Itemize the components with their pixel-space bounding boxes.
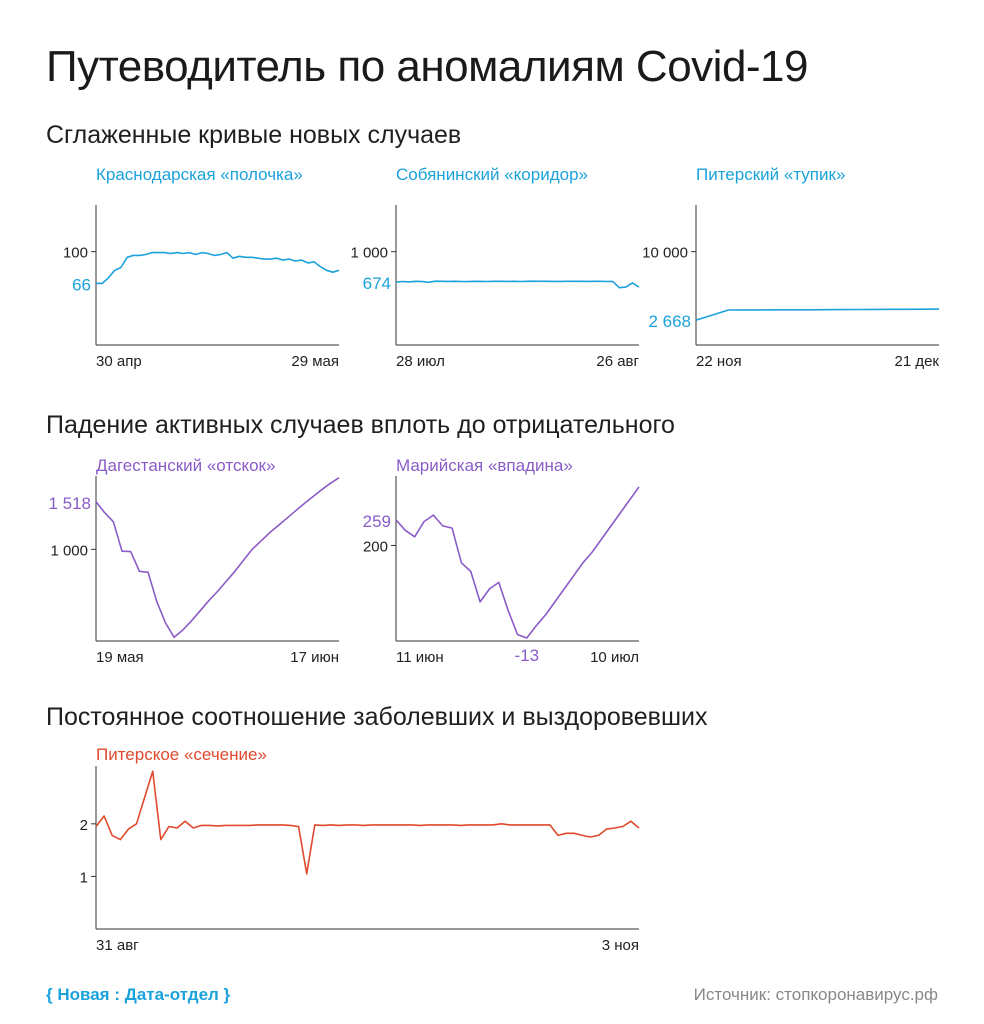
chart-title-piter-sechenie: Питерское «сечение» [96, 745, 267, 764]
x-tick-label-start: 31 авг [96, 937, 139, 954]
series-line-piter-sechenie [96, 771, 639, 874]
y-tick-label: 1 000 [350, 244, 388, 262]
y-tick-label: 100 [62, 244, 88, 262]
chart-mariy [362, 476, 641, 676]
start-value-label: 259 [362, 511, 391, 531]
series-line-piter-tupik [696, 309, 939, 320]
x-tick-label-start: 22 ноя [696, 353, 742, 370]
series-line-mariy [396, 487, 639, 638]
chart-piter-tupik [642, 205, 941, 385]
x-tick-label-start: 30 апр [96, 353, 142, 370]
chart-piter-sechenie [79, 766, 641, 966]
start-value-label: 674 [362, 274, 391, 294]
x-tick-label-start: 11 июн [396, 649, 444, 666]
series-line-dagestan [96, 478, 339, 638]
x-tick-label-end: 17 июн [290, 649, 339, 666]
min-value-label: -13 [514, 645, 540, 665]
x-tick-label-start: 28 июл [396, 353, 445, 370]
x-tick-label-end: 10 июл [590, 649, 639, 666]
section-title-ratio: Постоянное соотношение заболевших и выздоровевших [46, 703, 708, 731]
y-tick-label: 1 [79, 869, 88, 887]
start-value-label: 1 518 [48, 493, 91, 513]
source-label: Источник: стопкоронавирус.рф [693, 985, 938, 1004]
x-tick-label-end: 26 авг [596, 353, 639, 370]
y-tick-label: 1 000 [50, 542, 88, 560]
series-line-krasnodar [96, 253, 339, 284]
x-tick-label-start: 19 мая [96, 649, 144, 666]
page-title: Путеводитель по аномалиям Covid-19 [46, 42, 809, 91]
start-value-label: 66 [72, 275, 91, 295]
x-tick-label-end: 29 мая [291, 353, 339, 370]
y-tick-label: 200 [362, 538, 388, 556]
chart-title-krasnodar: Краснодарская «полочка» [96, 165, 303, 184]
x-tick-label-end: 3 ноя [601, 937, 639, 954]
section-title-new-cases: Сглаженные кривые новых случаев [46, 121, 462, 149]
start-value-label: 2 668 [648, 312, 691, 332]
chart-sobyanin [350, 205, 641, 385]
chart-title-dagestan: Дагестанский «отскок» [96, 456, 276, 475]
x-tick-label-end: 21 дек [894, 353, 939, 370]
chart-title-sobyanin: Собянинский «коридор» [396, 165, 588, 184]
y-tick-label: 2 [79, 816, 88, 834]
series-line-sobyanin [396, 281, 639, 288]
section-title-active-cases: Падение активных случаев вплоть до отрицательного [46, 411, 675, 439]
chart-title-mariy: Марийская «впадина» [396, 456, 573, 475]
brand-label: { Новая : Дата-отдел } [46, 985, 231, 1004]
chart-dagestan [48, 476, 341, 676]
y-tick-label: 10 000 [642, 244, 688, 262]
chart-title-piter-tupik: Питерский «тупик» [696, 165, 846, 184]
chart-krasnodar [62, 205, 341, 385]
